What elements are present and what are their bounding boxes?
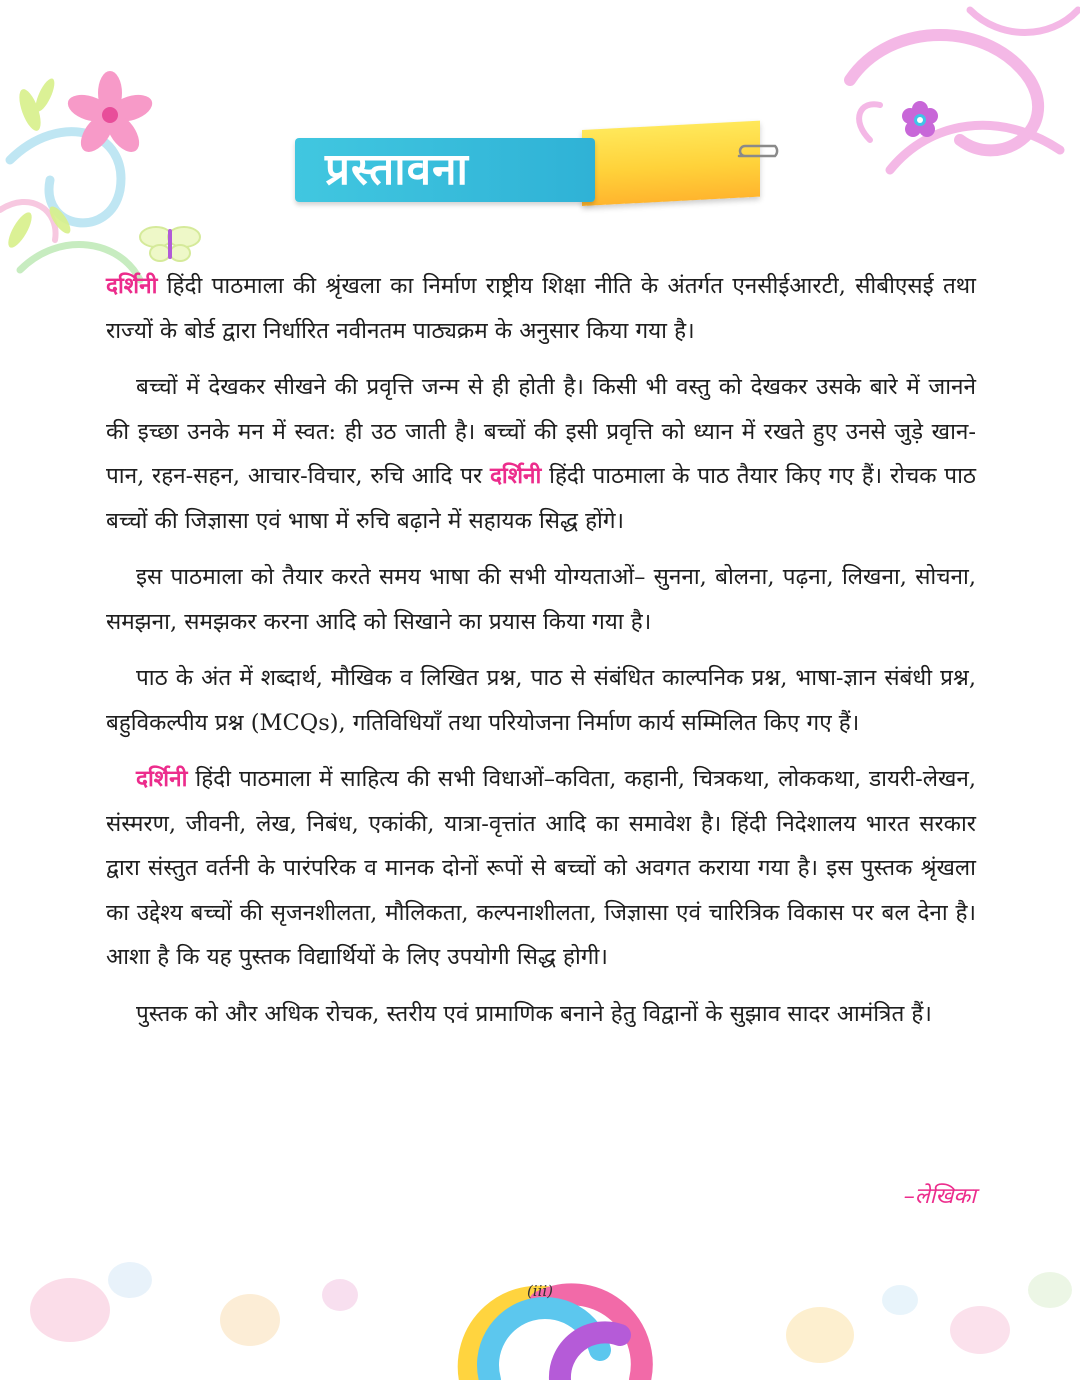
swirl-decoration-top-right bbox=[830, 0, 1080, 200]
flower-icon bbox=[902, 101, 938, 137]
author-signature: –लेखिका bbox=[903, 1184, 976, 1209]
title-tab bbox=[582, 121, 760, 206]
title-banner bbox=[295, 130, 765, 206]
paragraph-1 bbox=[106, 264, 976, 353]
paragraph-text: हिंदी पाठमाला की श्रृंखला का निर्माण राष्ट्रीय शिक्षा नीति के अंतर्गत एनसीईआरटी, सीबीएसई तथा राज्यों के बोर्ड द्वारा निर्धारित नवीनतम पाठ्यक्रम के अनुसार किया गया है। bbox=[106, 273, 976, 344]
paragraph-5 bbox=[106, 757, 976, 980]
brand-name: दर्शिनी bbox=[106, 273, 158, 299]
paragraph-3 bbox=[106, 555, 976, 644]
page-number: (iii) bbox=[526, 1282, 554, 1300]
brand-name: दर्शिनी bbox=[489, 463, 542, 489]
butterfly-icon bbox=[140, 227, 200, 261]
paragraph-text: पाठ के अंत में शब्दार्थ, मौखिक व लिखित प्रश्न, पाठ से संबंधित काल्पनिक प्रश्न, भाषा-ज्ञान संबंधी प्रश्न, बहुविकल्पीय प्रश्न (MCQs), गतिविधियाँ तथा परियोजना निर्माण कार्य सम्मिलित किए गए हैं। bbox=[106, 665, 976, 736]
paperclip-icon bbox=[735, 144, 785, 168]
paragraph-text: बच्चों में देखकर सीखने की प्रवृत्ति जन्म से ही होती है। किसी भी वस्तु को देखकर उसके बारे में जानने की इच्छा उनके मन में स्वत: ही उठ जाती है। बच्चों की इसी प्रवृत्ति को ध्यान में रखते हुए उनसे जुड़े खान-पान, रहन-सहन, आचार-विचार, रुचि आदि पर bbox=[106, 374, 976, 489]
title-box bbox=[295, 138, 595, 202]
paragraph-text: इस पाठमाला को तैयार करते समय भाषा की सभी योग्यताओं– सुनना, बोलना, पढ़ना, लिखना, सोचना, समझना, समझकर करना आदि को सिखाने का प्रयास किया गया है। bbox=[106, 564, 976, 635]
paragraph-text: पुस्तक को और अधिक रोचक, स्तरीय एवं प्रामाणिक बनाने हेतु विद्वानों के सुझाव सादर आमंत्रित हैं। bbox=[136, 1000, 932, 1027]
paragraph-2 bbox=[106, 365, 976, 543]
paragraph-text: हिंदी पाठमाला में साहित्य की सभी विधाओं–कविता, कहानी, चित्रकथा, लोककथा, डायरी-लेखन, संस्मरण, जीवनी, लेख, निबंध, एकांकी, यात्रा-वृत्तांत आदि का समावेश है। हिंदी निदेशालय भारत सरकार द्वारा संस्तुत वर्तनी के पारंपरिक व मानक दोनों रूपों से बच्चों को अवगत कराया गया है। इस पुस्तक श्रृंखला का उद्देश्य बच्चों की सृजनशीलता, मौलिकता, कल्पनाशीलता, जिज्ञासा एवं चारित्रिक विकास पर बल देना है। आशा है कि यह पुस्तक विद्यार्थियों के लिए उपयोगी सिद्ध होगी। bbox=[106, 766, 976, 970]
preface-content bbox=[106, 264, 976, 1048]
paragraph-4 bbox=[106, 656, 976, 745]
paragraph-text: हिंदी पाठमाला के पाठ तैयार किए गए हैं। रोचक पाठ बच्चों की जिज्ञासा एवं भाषा में रुचि बढ़ाने में सहायक सिद्ध होंगे। bbox=[106, 463, 976, 534]
page-title: प्रस्तावना bbox=[325, 144, 469, 195]
brand-name: दर्शिनी bbox=[136, 766, 188, 792]
circles-decoration-bottom bbox=[0, 1240, 1080, 1380]
paragraph-6 bbox=[106, 992, 976, 1037]
